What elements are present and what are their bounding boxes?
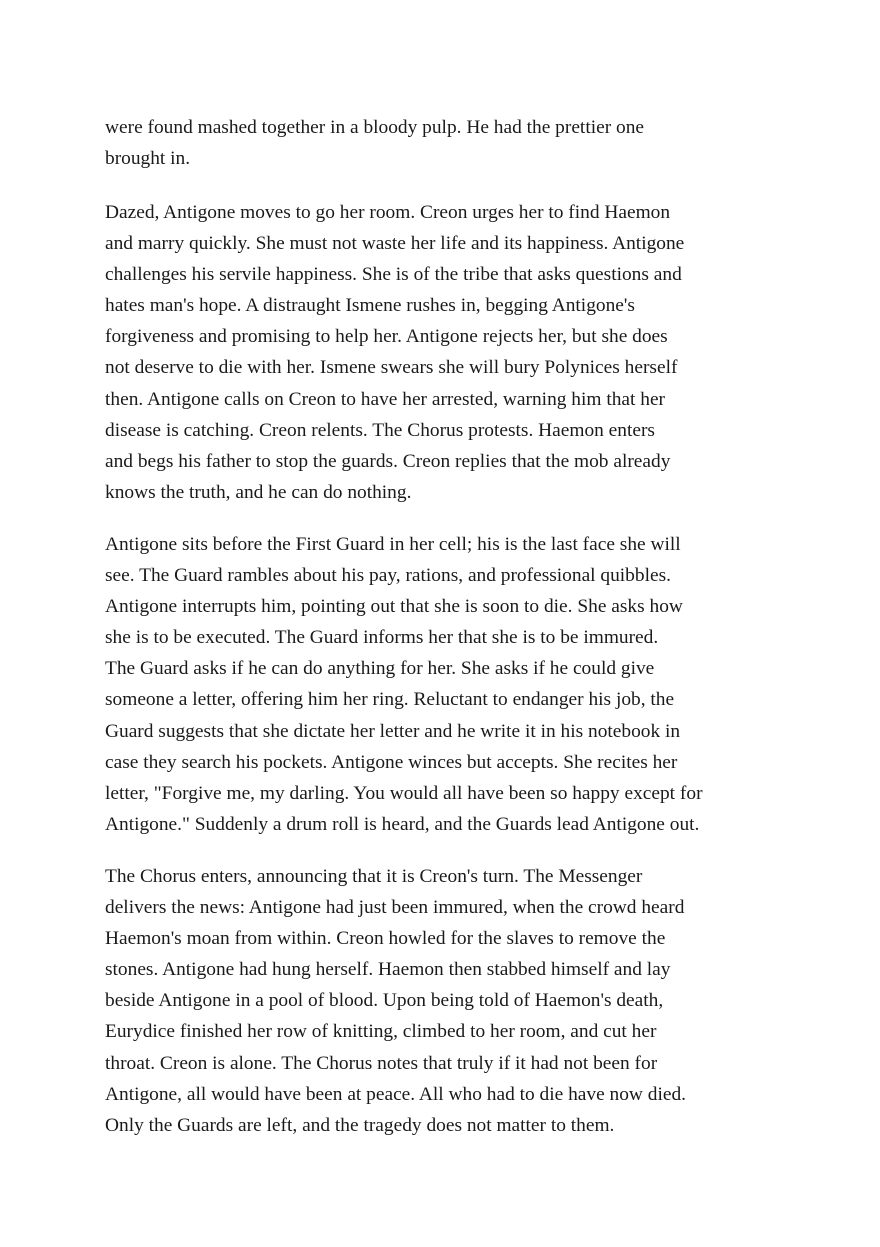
text-line: see. The Guard rambles about his pay, rations, and professional quibbles. xyxy=(105,565,671,587)
text-line: and marry quickly. She must not waste her life and its happiness. Antigone xyxy=(105,233,685,255)
paragraph-2 xyxy=(105,197,684,508)
text-line: Dazed, Antigone moves to go her room. Creon urges her to find Haemon xyxy=(105,202,671,223)
text-line: and begs his father to stop the guards. Creon replies that the mob already xyxy=(105,450,671,472)
text-line: beside Antigone in a pool of blood. Upon being told of Haemon's death, xyxy=(105,990,664,1012)
paragraph-1 xyxy=(105,112,644,174)
text-line: case they search his pockets. Antigone winces but accepts. She recites her xyxy=(105,751,678,773)
text-line: she is to be executed. The Guard informs her that she is to be immured. xyxy=(105,627,659,649)
text-line: forgiveness and promising to help her. Antigone rejects her, but she does xyxy=(105,326,668,348)
text-line: delivers the news: Antigone had just been immured, when the crowd heard xyxy=(105,897,685,919)
text-line: Antigone sits before the First Guard in her cell; his is the last face she will xyxy=(105,534,681,555)
text-line: The Chorus enters, announcing that it is Creon's turn. The Messenger xyxy=(105,866,643,887)
text-line: Antigone." Suddenly a drum roll is heard, and the Guards lead Antigone out. xyxy=(105,813,700,835)
text-line: stones. Antigone had hung herself. Haemon then stabbed himself and lay xyxy=(105,959,671,981)
paragraph-3 xyxy=(105,529,703,840)
text-line: then. Antigone calls on Creon to have her arrested, warning him that her xyxy=(105,388,666,410)
text-line: not deserve to die with her. Ismene swears she will bury Polynices herself xyxy=(105,357,678,379)
text-line: hates man's hope. A distraught Ismene rushes in, begging Antigone's xyxy=(105,295,635,317)
text-line: someone a letter, offering him her ring. Reluctant to endanger his job, the xyxy=(105,689,675,711)
text-line: were found mashed together in a bloody pulp. He had the prettier one xyxy=(105,117,644,138)
paragraph-4 xyxy=(105,861,686,1141)
text-line: Eurydice finished her row of knitting, climbed to her room, and cut her xyxy=(105,1021,657,1043)
text-line: The Guard asks if he can do anything for her. She asks if he could give xyxy=(105,658,655,680)
text-line: Antigone interrupts him, pointing out that she is soon to die. She asks how xyxy=(105,596,683,618)
text-line: Guard suggests that she dictate her letter and he write it in his notebook in xyxy=(105,720,681,742)
text-line: disease is catching. Creon relents. The Chorus protests. Haemon enters xyxy=(105,419,655,441)
text-line: throat. Creon is alone. The Chorus notes that truly if it had not been for xyxy=(105,1052,658,1074)
text-line: challenges his servile happiness. She is of the tribe that asks questions and xyxy=(105,264,682,286)
text-line: Only the Guards are left, and the tragedy does not matter to them. xyxy=(105,1114,615,1136)
text-line: brought in. xyxy=(105,148,191,170)
text-line: letter, "Forgive me, my darling. You would all have been so happy except for xyxy=(105,782,703,804)
text-line: knows the truth, and he can do nothing. xyxy=(105,481,412,503)
text-line: Haemon's moan from within. Creon howled for the slaves to remove the xyxy=(105,928,666,950)
text-line: Antigone, all would have been at peace. All who had to die have now died. xyxy=(105,1083,687,1105)
